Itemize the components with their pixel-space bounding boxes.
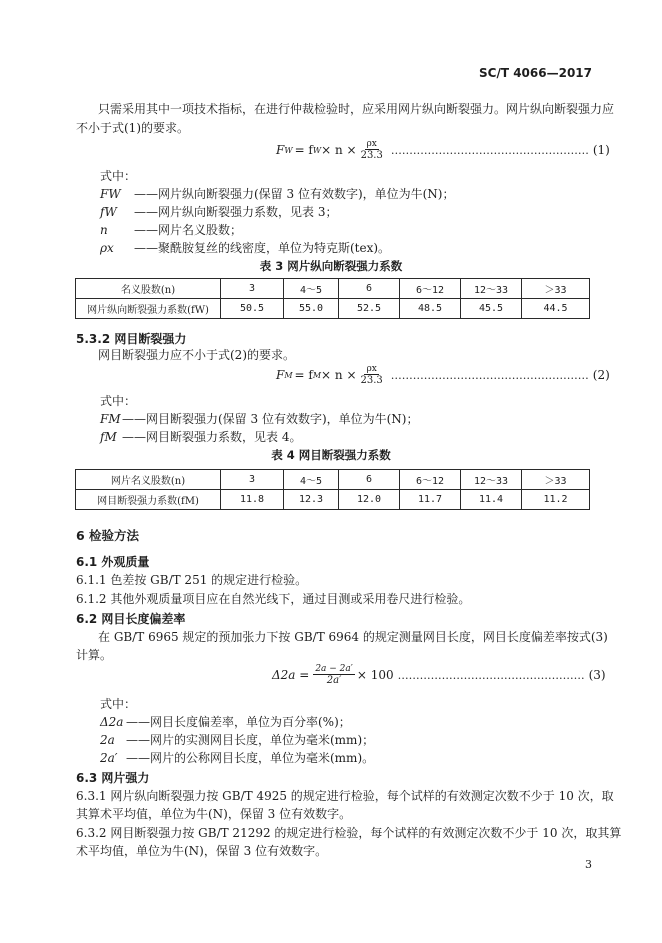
document-code: SC/T 4066—2017 xyxy=(479,66,592,80)
where3-sym-2: 2a′ xyxy=(100,751,118,765)
table4 xyxy=(75,469,590,510)
table4-header-cell: 3 xyxy=(221,470,284,490)
table4-cell: 11.7 xyxy=(400,490,461,510)
where1-text-3: ——聚酰胺复丝的线密度，单位为特克斯(tex)。 xyxy=(134,241,391,255)
table3-header-cell: 6～12 xyxy=(400,279,461,299)
where1-item xyxy=(100,222,242,238)
equation-1 xyxy=(276,139,610,161)
section-6-3-2-line-1: 6.3.2 网目断裂强力按 GB/T 21292 的规定进行检验，每个试样的有效测定次数不少于 10 次，取其算 xyxy=(76,826,622,840)
table3-cell: 48.5 xyxy=(400,299,461,319)
table3-header-cell: 名义股数(n) xyxy=(76,279,221,299)
section-5-3-2-title: 5.3.2 网目断裂强力 xyxy=(76,332,187,346)
table4-cell: 11.8 xyxy=(221,490,284,510)
eq2-mid-sub: M xyxy=(312,370,322,380)
section-6-1-title: 6.1 外观质量 xyxy=(76,555,150,569)
where3-text-2: ——网片的公称网目长度，单位为毫米(mm)。 xyxy=(126,751,375,765)
table3-header-cell: 12～33 xyxy=(461,279,522,299)
equation-2 xyxy=(276,364,610,386)
section-6-3-2-line-2: 术平均值，单位为牛(N)，保留 3 位有效数字。 xyxy=(76,844,328,858)
eq1-fraction xyxy=(359,139,385,161)
section-6-3-title: 6.3 网片强力 xyxy=(76,771,150,785)
table4-header-cell: 4～5 xyxy=(284,470,339,490)
eq1-lhs-sub: W xyxy=(284,145,293,155)
eq1-mid-sub: W xyxy=(312,145,322,155)
table3-header-cell: 3 xyxy=(221,279,284,299)
table3-header-cell: 4～5 xyxy=(284,279,339,299)
where3-item xyxy=(100,714,351,730)
table4-cell: 网目断裂强力系数(fM) xyxy=(76,490,221,510)
table4-value-row xyxy=(76,490,590,510)
where2-item xyxy=(100,411,419,427)
where1-sym-2: n xyxy=(100,223,108,237)
section-5-3-2-text: 网目断裂强力应不小于式(2)的要求。 xyxy=(98,348,295,362)
eq2-denominator: 23.3 xyxy=(360,375,383,386)
where3-sym-0: Δ2a xyxy=(100,715,124,729)
where2-sym-1: fM xyxy=(100,430,117,444)
eq3-leader-dots: …………………………………………… xyxy=(397,668,585,682)
eq2-tag: (2) xyxy=(592,368,610,382)
table3-caption: 表 3 网片纵向断裂强力系数 xyxy=(259,259,403,273)
section-6-1-2: 6.1.2 其他外观质量项目应在自然光线下，通过目测或采用卷尺进行检验。 xyxy=(76,592,471,606)
where1-sym-0: FW xyxy=(100,187,121,201)
table4-header-row xyxy=(76,470,590,490)
where3-label: 式中： xyxy=(100,697,137,711)
table4-cell: 12.0 xyxy=(339,490,400,510)
section-6-2-line-1: 在 GB/T 6965 规定的预加张力下按 GB/T 6964 的规定测量网目长度，网目长度偏差率按式(3) xyxy=(98,630,608,644)
where2-item xyxy=(100,429,301,445)
intro-line-1: 只需采用其中一项技术指标，在进行仲裁检验时，应采用网片纵向断裂强力。网片纵向断裂强力应 xyxy=(98,102,615,116)
table3-value-row xyxy=(76,299,590,319)
where1-text-0: ——网片纵向断裂强力(保留 3 位有效数字)，单位为牛(N)； xyxy=(134,187,455,201)
eq2-lhs: F xyxy=(276,368,285,382)
table3-cell: 网片纵向断裂强力系数(fW) xyxy=(76,299,221,319)
where1-item xyxy=(100,186,455,202)
table4-header-cell: 6～12 xyxy=(400,470,461,490)
where1-label: 式中： xyxy=(100,169,137,183)
eq2-fraction xyxy=(359,364,385,386)
table4-header-cell: 12～33 xyxy=(461,470,522,490)
where2-text-1: ——网目断裂强力系数，见表 4。 xyxy=(122,430,302,444)
eq3-rest: × 100 xyxy=(356,668,394,682)
where2-text-0: ——网目断裂强力(保留 3 位有效数字)，单位为牛(N)； xyxy=(122,412,419,426)
table3-header-cell: ＞33 xyxy=(522,279,590,299)
eq1-leader-dots: ……………………………………………… xyxy=(390,143,589,157)
eq3-fraction xyxy=(313,664,355,686)
where1-sym-3: ρx xyxy=(100,241,114,255)
section-6-2-line-2: 计算。 xyxy=(76,648,113,662)
table3-header-cell: 6 xyxy=(339,279,400,299)
eq1-rest: × n × xyxy=(321,143,357,157)
eq2-rest: × n × xyxy=(321,368,357,382)
eq1-denominator: 23.3 xyxy=(360,150,383,161)
equation-3 xyxy=(272,664,606,686)
table3-header-row xyxy=(76,279,590,299)
table3-cell: 52.5 xyxy=(339,299,400,319)
table4-cell: 12.3 xyxy=(284,490,339,510)
where3-text-0: ——网目长度偏差率，单位为百分率(%)； xyxy=(126,715,351,729)
where1-sym-1: fW xyxy=(100,205,117,219)
table3-cell: 45.5 xyxy=(461,299,522,319)
section-6-1-1: 6.1.1 色差按 GB/T 251 的规定进行检验。 xyxy=(76,573,308,587)
where3-sym-1: 2a xyxy=(100,733,115,747)
eq3-lhs: Δ2a = xyxy=(272,668,310,682)
where3-text-1: ——网片的实测网目长度，单位为毫米(mm)； xyxy=(126,733,375,747)
where3-item xyxy=(100,750,374,766)
eq2-mid: = f xyxy=(294,368,313,382)
section-6-title: 6 检验方法 xyxy=(76,528,140,543)
intro-line-2: 不小于式(1)的要求。 xyxy=(76,121,189,135)
table3-cell: 50.5 xyxy=(221,299,284,319)
eq2-leader-dots: ……………………………………………… xyxy=(390,368,589,382)
section-6-2-title: 6.2 网目长度偏差率 xyxy=(76,612,186,626)
where2-label: 式中： xyxy=(100,394,137,408)
table4-cell: 11.2 xyxy=(522,490,590,510)
where1-item xyxy=(100,204,337,220)
table3-cell: 55.0 xyxy=(284,299,339,319)
table4-header-cell: ＞33 xyxy=(522,470,590,490)
section-6-3-1-line-1: 6.3.1 网片纵向断裂强力按 GB/T 4925 的规定进行检验，每个试样的有效测定次数不少于 10 次，取 xyxy=(76,789,614,803)
eq2-lhs-sub: M xyxy=(284,370,293,380)
eq2-numerator: ρx xyxy=(366,364,377,374)
page-number: 3 xyxy=(585,858,592,871)
table4-caption: 表 4 网目断裂强力系数 xyxy=(271,448,391,462)
where1-text-1: ——网片纵向断裂强力系数，见表 3； xyxy=(134,205,338,219)
where1-text-2: ——网片名义股数； xyxy=(134,223,243,237)
where1-item xyxy=(100,240,390,256)
eq1-numerator: ρx xyxy=(366,139,377,149)
table4-header-cell: 6 xyxy=(339,470,400,490)
table3 xyxy=(75,278,590,319)
eq1-lhs: F xyxy=(276,143,285,157)
eq1-tag: (1) xyxy=(592,143,610,157)
eq3-numerator: 2a − 2a′ xyxy=(315,664,353,674)
table4-header-cell: 网片名义股数(n) xyxy=(76,470,221,490)
table4-cell: 11.4 xyxy=(461,490,522,510)
section-6-3-1-line-2: 其算术平均值，单位为牛(N)，保留 3 位有效数字。 xyxy=(76,807,352,821)
table3-cell: 44.5 xyxy=(522,299,590,319)
where2-sym-0: FM xyxy=(100,412,121,426)
eq1-mid: = f xyxy=(294,143,313,157)
eq3-tag: (3) xyxy=(588,668,606,682)
eq3-denominator: 2a′ xyxy=(326,675,342,686)
where3-item xyxy=(100,732,374,748)
